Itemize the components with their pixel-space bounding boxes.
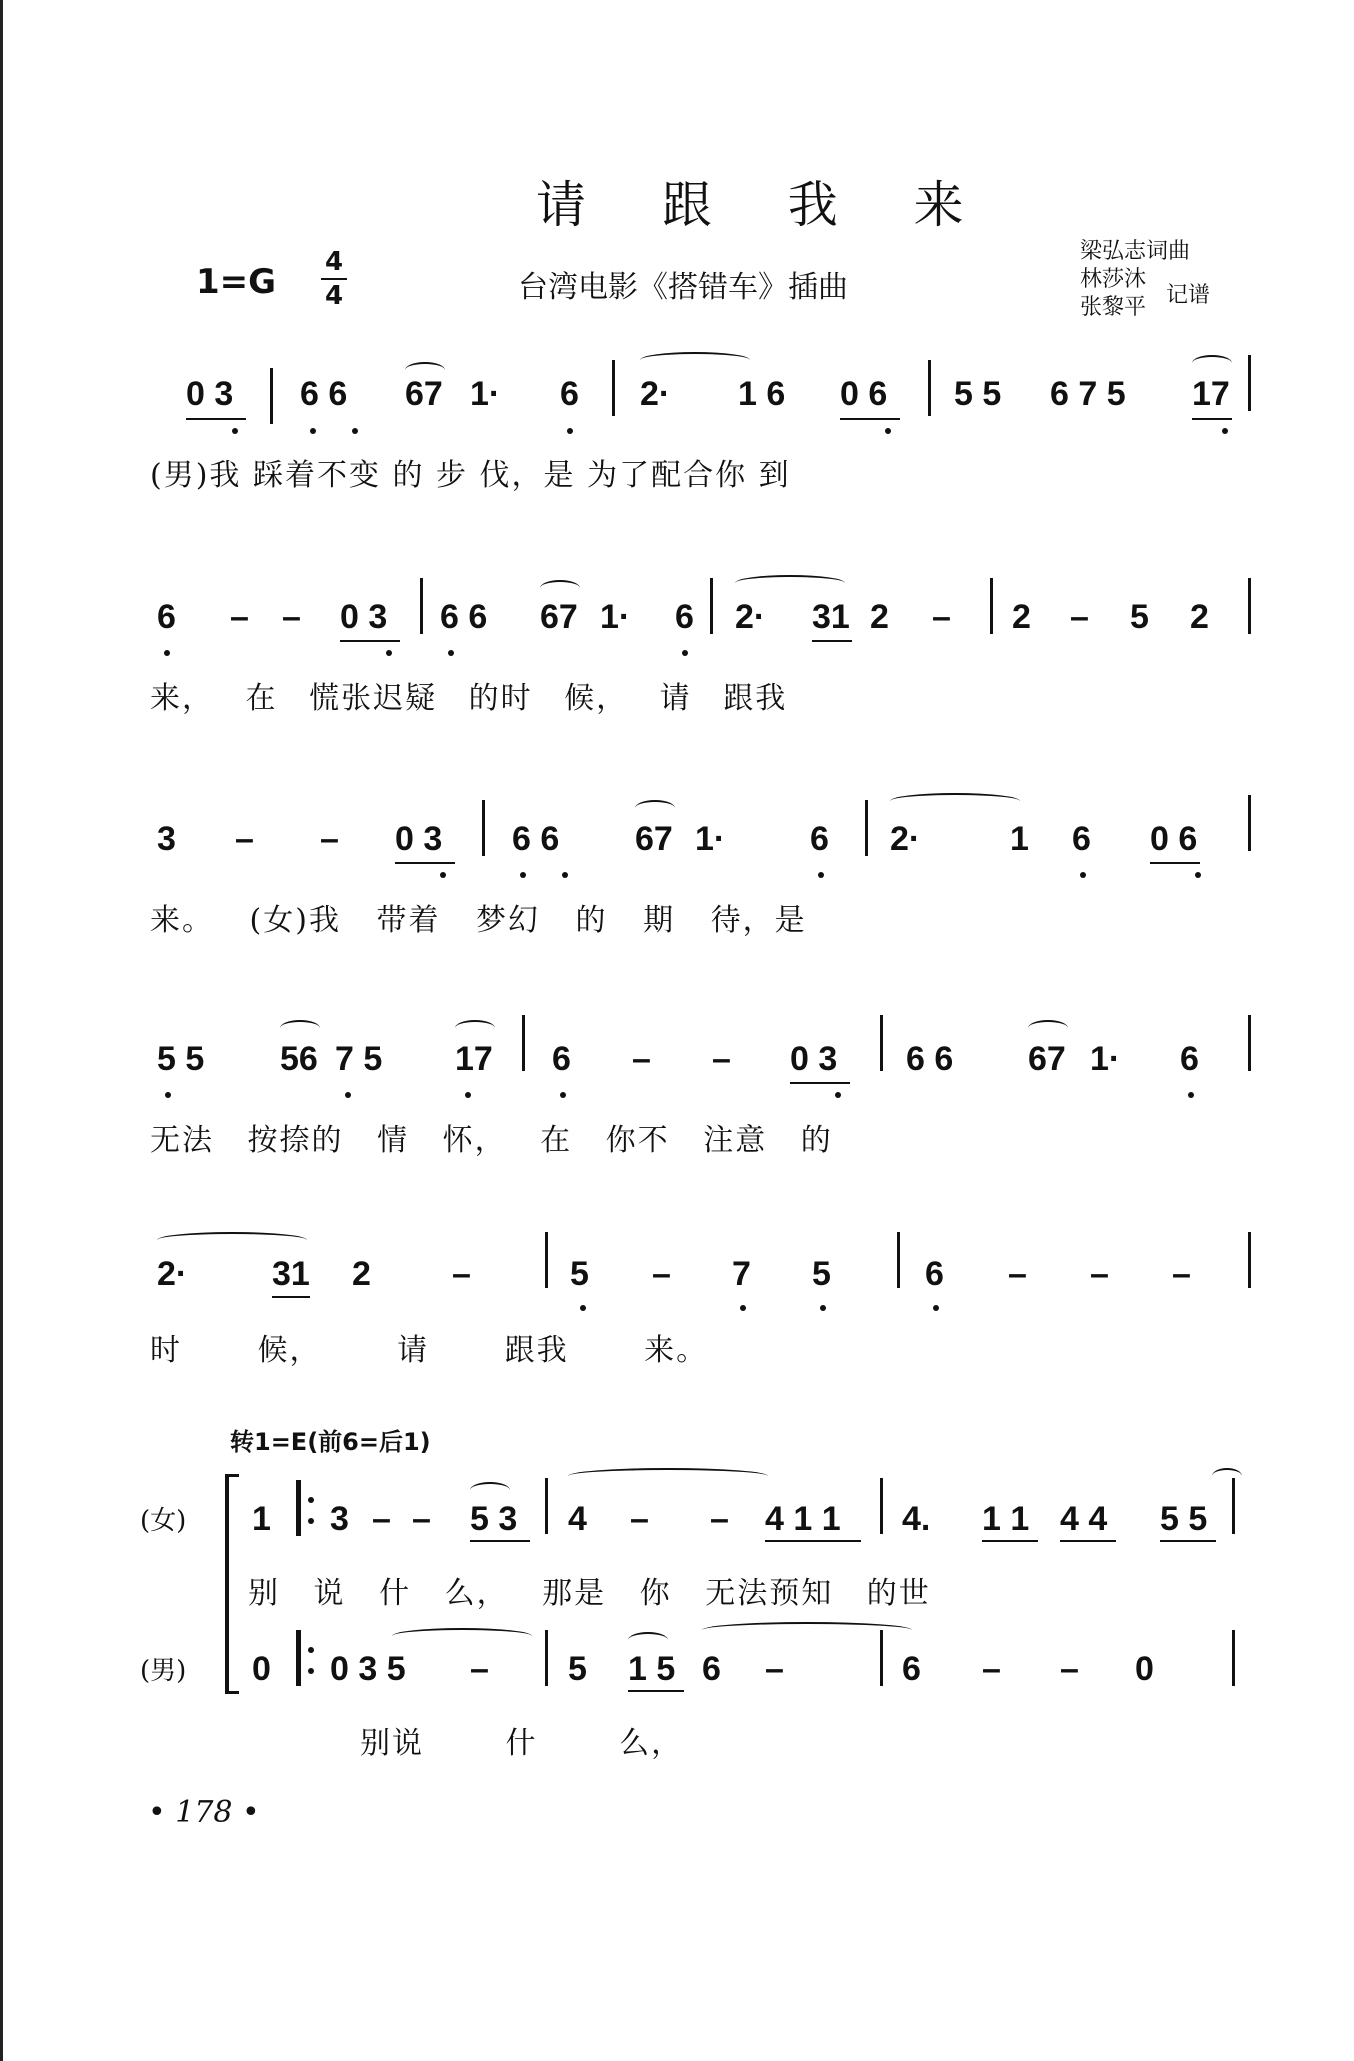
note-group: 4 1 1 bbox=[765, 1500, 841, 1538]
bar-line bbox=[710, 578, 713, 634]
note-group: 3 bbox=[157, 820, 176, 858]
song-title: 请 跟 我 来 bbox=[536, 176, 994, 234]
beam-line bbox=[1160, 1540, 1216, 1542]
note-group: 67 bbox=[1028, 1040, 1066, 1078]
credit-composer: 梁弘志词曲 bbox=[1080, 239, 1191, 264]
bar-line bbox=[880, 1015, 883, 1071]
bar-line bbox=[1248, 1232, 1251, 1288]
note-group: 0 6 bbox=[1150, 820, 1198, 858]
note-group: 67 bbox=[405, 375, 443, 413]
note-group: – bbox=[1060, 1650, 1079, 1688]
bar-line bbox=[880, 1478, 883, 1534]
note-group: 6 6 bbox=[300, 375, 348, 413]
octave-dot bbox=[310, 428, 316, 434]
octave-dot bbox=[1080, 872, 1086, 878]
note-group: 6 bbox=[702, 1650, 721, 1688]
octave-dot bbox=[560, 1092, 566, 1098]
slur-mark bbox=[1028, 1020, 1068, 1036]
note-group: 2· bbox=[735, 598, 766, 636]
lyrics-line: 来， 在 慌张迟疑 的时 候， 请 跟我 bbox=[150, 681, 788, 716]
beam-line bbox=[1150, 862, 1200, 864]
note-group: – bbox=[1172, 1255, 1191, 1293]
note-group: – bbox=[710, 1500, 729, 1538]
octave-dot bbox=[352, 428, 358, 434]
octave-dot bbox=[1188, 1092, 1194, 1098]
repeat-dot bbox=[308, 1647, 314, 1653]
octave-dot bbox=[465, 1092, 471, 1098]
repeat-bar bbox=[296, 1480, 301, 1536]
octave-dot bbox=[933, 1305, 939, 1311]
lyrics-line: 时 候， 请 跟我 来。 bbox=[150, 1333, 709, 1368]
beam-line bbox=[628, 1690, 684, 1692]
song-subtitle: 台湾电影《搭错车》插曲 bbox=[518, 270, 848, 305]
note-group: 0 bbox=[252, 1650, 271, 1688]
octave-dot bbox=[232, 428, 238, 434]
note-group: 5 bbox=[1130, 598, 1149, 636]
time-signature-bar bbox=[321, 278, 347, 280]
beam-line bbox=[272, 1296, 310, 1298]
bar-line bbox=[1248, 795, 1251, 851]
note-group: – bbox=[1090, 1255, 1109, 1293]
credit-transcriber-1: 林莎沐 bbox=[1080, 267, 1147, 292]
octave-dot bbox=[1195, 872, 1201, 878]
note-group: 2 bbox=[352, 1255, 371, 1293]
note-group: – bbox=[412, 1500, 431, 1538]
note-group: 1 5 bbox=[628, 1650, 676, 1688]
note-group: – bbox=[932, 598, 951, 636]
lyrics-line: 无法 按捺的 情 怀， 在 你不 注意 的 bbox=[150, 1123, 833, 1158]
note-group: 0 3 bbox=[395, 820, 443, 858]
note-group: – bbox=[765, 1650, 784, 1688]
time-signature-top: 4 bbox=[324, 247, 344, 277]
octave-dot bbox=[740, 1305, 746, 1311]
note-group: 2 bbox=[870, 598, 889, 636]
beam-line bbox=[982, 1540, 1038, 1542]
bar-line bbox=[545, 1630, 548, 1686]
octave-dot bbox=[820, 1305, 826, 1311]
repeat-bar bbox=[296, 1630, 301, 1686]
note-group: 6 bbox=[1180, 1040, 1199, 1078]
beam-line bbox=[186, 418, 246, 420]
bar-line bbox=[1232, 1630, 1235, 1686]
note-group: 67 bbox=[540, 598, 578, 636]
note-group: – bbox=[470, 1650, 489, 1688]
note-group: 6 bbox=[560, 375, 579, 413]
beam-line bbox=[1060, 1540, 1116, 1542]
voice-label-female: (女) bbox=[140, 1506, 187, 1536]
note-group: 5 5 bbox=[954, 375, 1002, 413]
tie-mark bbox=[392, 1628, 532, 1644]
octave-dot bbox=[386, 650, 392, 656]
lyrics-line: 别说 什 么， bbox=[360, 1726, 684, 1761]
note-group: 0 6 bbox=[840, 375, 888, 413]
note-group: 2· bbox=[890, 820, 921, 858]
slur-mark bbox=[635, 800, 675, 816]
beam-line bbox=[340, 640, 400, 642]
note-group: – bbox=[712, 1040, 731, 1078]
bar-line bbox=[880, 1630, 883, 1686]
note-group: – bbox=[1008, 1255, 1027, 1293]
note-group: 0 3 bbox=[790, 1040, 838, 1078]
time-signature-bottom: 4 bbox=[324, 281, 344, 311]
note-group: 1 1 bbox=[982, 1500, 1030, 1538]
note-group: 7 bbox=[732, 1255, 751, 1293]
octave-dot bbox=[448, 650, 454, 656]
beam-line bbox=[470, 1540, 530, 1542]
note-group: – bbox=[235, 820, 254, 858]
bar-line bbox=[1248, 355, 1251, 411]
note-group: 6 bbox=[925, 1255, 944, 1293]
slur-mark bbox=[455, 1020, 495, 1036]
tie-mark bbox=[1212, 1468, 1242, 1484]
note-group: 0 3 5 bbox=[330, 1650, 406, 1688]
note-group: – bbox=[1070, 598, 1089, 636]
note-group: 2· bbox=[157, 1255, 188, 1293]
slur-mark bbox=[280, 1020, 320, 1036]
modulation-marking: 转1=E(前6=后1) bbox=[230, 1428, 431, 1456]
note-group: 5 5 bbox=[157, 1040, 205, 1078]
note-group: 7 5 bbox=[335, 1040, 383, 1078]
note-group: – bbox=[230, 598, 249, 636]
octave-dot bbox=[580, 1305, 586, 1311]
page-number: • 178 • bbox=[148, 1795, 260, 1830]
note-group: 2 bbox=[1190, 598, 1209, 636]
octave-dot bbox=[520, 872, 526, 878]
slur-mark bbox=[540, 580, 580, 596]
note-group: – bbox=[652, 1255, 671, 1293]
bar-line bbox=[420, 578, 423, 634]
note-group: 6 bbox=[157, 598, 176, 636]
note-group: – bbox=[320, 820, 339, 858]
page-left-edge bbox=[0, 0, 3, 2061]
octave-dot bbox=[818, 872, 824, 878]
note-group: 0 3 bbox=[340, 598, 388, 636]
bar-line bbox=[612, 360, 615, 416]
note-group: 1· bbox=[695, 820, 726, 858]
note-group: – bbox=[630, 1500, 649, 1538]
lyrics-line: 别 说 什 么， 那是 你 无法预知 的世 bbox=[248, 1576, 931, 1611]
lyrics-line: (男)我 踩着不变 的 步 伐，是 为了配合你 到 bbox=[150, 458, 791, 493]
note-group: 1 bbox=[1010, 820, 1029, 858]
note-group: 3 bbox=[330, 1500, 349, 1538]
note-group: 6 bbox=[1072, 820, 1091, 858]
note-group: 5 3 bbox=[470, 1500, 518, 1538]
note-group: 2· bbox=[640, 375, 671, 413]
beam-line bbox=[840, 418, 900, 420]
slur-mark bbox=[470, 1482, 510, 1498]
octave-dot bbox=[1222, 428, 1228, 434]
bar-line bbox=[865, 800, 868, 856]
note-group: – bbox=[372, 1500, 391, 1538]
octave-dot bbox=[440, 872, 446, 878]
note-group: – bbox=[982, 1650, 1001, 1688]
note-group: 1 6 bbox=[738, 375, 786, 413]
octave-dot bbox=[567, 428, 573, 434]
system-brace bbox=[225, 1474, 239, 1694]
note-group: 6 6 bbox=[906, 1040, 954, 1078]
note-group: 67 bbox=[635, 820, 673, 858]
note-group: 0 bbox=[1135, 1650, 1154, 1688]
note-group: 1· bbox=[1090, 1040, 1121, 1078]
tie-mark bbox=[735, 575, 845, 591]
slur-mark bbox=[628, 1632, 668, 1648]
key-signature: 1=G bbox=[196, 262, 277, 302]
octave-dot bbox=[835, 1092, 841, 1098]
repeat-dot bbox=[308, 1497, 314, 1503]
note-group: 1 bbox=[252, 1500, 271, 1538]
credit-suffix: 记谱 bbox=[1166, 283, 1211, 308]
note-group: 6 bbox=[675, 598, 694, 636]
note-group: – bbox=[282, 598, 301, 636]
bar-line bbox=[928, 360, 931, 416]
note-group: 5 bbox=[570, 1255, 589, 1293]
note-group: 56 bbox=[280, 1040, 318, 1078]
note-group: 17 bbox=[1192, 375, 1230, 413]
octave-dot bbox=[345, 1092, 351, 1098]
octave-dot bbox=[164, 650, 170, 656]
repeat-dot bbox=[308, 1668, 314, 1674]
note-group: 6 bbox=[902, 1650, 921, 1688]
tie-mark bbox=[157, 1232, 307, 1248]
note-group: 4. bbox=[902, 1500, 931, 1538]
note-group: 4 4 bbox=[1060, 1500, 1108, 1538]
slur-mark bbox=[1192, 355, 1232, 371]
note-group: 31 bbox=[812, 598, 850, 636]
voice-label-male: (男) bbox=[140, 1656, 187, 1686]
lyrics-line: 来。 (女)我 带着 梦幻 的 期 待，是 bbox=[150, 903, 807, 938]
beam-line bbox=[812, 640, 852, 642]
octave-dot bbox=[885, 428, 891, 434]
bar-line bbox=[1248, 1015, 1251, 1071]
tie-mark bbox=[702, 1622, 912, 1638]
beam-line bbox=[790, 1082, 850, 1084]
tie-mark bbox=[568, 1468, 768, 1484]
note-group: 6 bbox=[552, 1040, 571, 1078]
bar-line bbox=[545, 1232, 548, 1288]
bar-line bbox=[270, 368, 273, 424]
note-group: 2 bbox=[1012, 598, 1031, 636]
beam-line bbox=[765, 1540, 861, 1542]
bar-line bbox=[522, 1015, 525, 1071]
beam-line bbox=[1192, 418, 1232, 420]
bar-line bbox=[1232, 1478, 1235, 1534]
tie-mark bbox=[890, 793, 1020, 809]
note-group: 5 bbox=[568, 1650, 587, 1688]
bar-line bbox=[897, 1232, 900, 1288]
slur-mark bbox=[405, 362, 445, 378]
note-group: 17 bbox=[455, 1040, 493, 1078]
note-group: 6 6 bbox=[440, 598, 488, 636]
credit-transcriber-2: 张黎平 bbox=[1080, 295, 1147, 320]
note-group: 5 5 bbox=[1160, 1500, 1208, 1538]
octave-dot bbox=[165, 1092, 171, 1098]
bar-line bbox=[1248, 578, 1251, 634]
note-group: – bbox=[632, 1040, 651, 1078]
note-group: 5 bbox=[812, 1255, 831, 1293]
note-group: 1· bbox=[600, 598, 631, 636]
octave-dot bbox=[682, 650, 688, 656]
repeat-dot bbox=[308, 1518, 314, 1524]
octave-dot bbox=[562, 872, 568, 878]
tie-mark bbox=[640, 352, 750, 368]
note-group: 31 bbox=[272, 1255, 310, 1293]
note-group: – bbox=[452, 1255, 471, 1293]
note-group: 6 6 bbox=[512, 820, 560, 858]
bar-line bbox=[482, 800, 485, 856]
beam-line bbox=[395, 862, 455, 864]
note-group: 4 bbox=[568, 1500, 587, 1538]
note-group: 6 bbox=[810, 820, 829, 858]
bar-line bbox=[990, 578, 993, 634]
bar-line bbox=[545, 1478, 548, 1534]
note-group: 0 3 bbox=[186, 375, 234, 413]
note-group: 6 7 5 bbox=[1050, 375, 1126, 413]
note-group: 1· bbox=[470, 375, 501, 413]
